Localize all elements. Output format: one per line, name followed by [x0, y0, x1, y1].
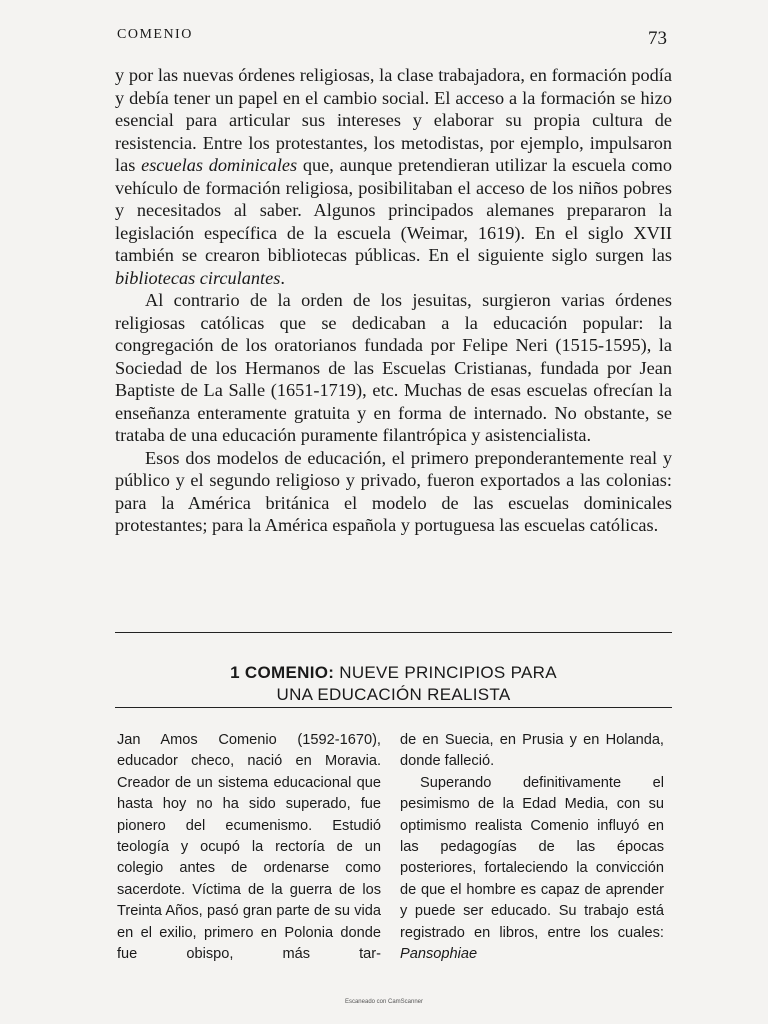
- paragraph-3: Esos dos modelos de educación, el primero preponderantemente real y público y el segundo religioso y privado, fueron exportados a las colonias: para la América británica el modelo de las escuelas dominicales protestantes; para la América española y portuguesa las escuelas católicas.: [115, 447, 672, 535]
- emphasis-bibliotecas-circulantes: bibliotecas circulantes: [115, 267, 281, 288]
- column-left: [117, 730, 381, 965]
- paragraph-2: Al contrario de la orden de los jesuitas, surgieron varias órdenes religiosas católicas que se dedicaban a la educación popular: la congregación de los oratorianos fundada por Felipe Neri (1515-1595), la Sociedad de los Hermanos de las Escuelas Cristianas, fundada por Jean Baptiste de La Salle (1651-1719), etc. Muchas de esas escuelas ofrecían la enseñanza enteramente gratuita y en forma de internado. No obstante, se trataba de una educación puramente filantrópica y asistencialista.: [115, 290, 672, 445]
- paragraph-1-text-end: .: [280, 267, 285, 288]
- section-title-line-2: UNA EDUCACIÓN REALISTA: [276, 685, 511, 705]
- section-rule-bottom: [115, 707, 672, 708]
- column-right-paragraph-1: de en Suecia, en Prusia y en Holanda, donde falleció.: [400, 732, 664, 770]
- section-title: [115, 662, 672, 706]
- page-number: 73: [648, 28, 667, 49]
- section-title-line-1: [115, 662, 672, 684]
- main-text: [115, 64, 672, 537]
- section-title-strong: 1 COMENIO:: [230, 663, 335, 683]
- column-right-paragraph-2-text: Superando definitivamente el pesimismo de la Edad Media, con su optimismo realista Comenio influyó en las pedagogías de las épocas posteriores, fortaleciendo la convicción de que el hombre es capaz de aprender y puede ser educado. Su trabajo está registrado en libros, entre los cuales:: [400, 774, 664, 941]
- paragraph-1: [115, 64, 672, 289]
- running-head: COMENIO: [117, 27, 193, 42]
- column-right: [400, 730, 664, 965]
- emphasis-escuelas-dominicales: escuelas dominicales: [141, 155, 298, 175]
- scan-watermark: Escaneado con CamScanner: [344, 999, 424, 1005]
- section-rule-top: [115, 632, 672, 633]
- column-left-paragraph: Jan Amos Comenio (1592-1670), educador checo, nació en Moravia. Creador de un sistema educacional que hasta hoy no ha sido superado, fue pionero del ecumenismo. Estudió teología y ocupó la rectoría de un colegio antes de ordenarse como sacerdote. Víctima de la guerra de los Treinta Años, pasó gran parte de su vida en el exilio, primero en Polonia donde fue obispo, más tar-: [117, 732, 381, 963]
- paragraph-1-text-start: y por las nuevas órdenes religiosas, la clase trabajadora, en formación podía y debía tener un papel en el cambio social. El acceso a la formación se hizo esencial para articular sus intereses y elaborar su propia cultura de resistencia. Entre los protestantes, los metodistas, por ejemplo, impulsaron las: [115, 65, 672, 175]
- column-right-paragraph-2: [400, 773, 664, 966]
- paragraph-1-text-middle: que, aunque pretendieran utilizar la escuela como vehículo de formación religiosa, posibilitaban el acceso de los niños pobres y necesitados al saber. Algunos principados alemanes prepararon la legislación específica de la escuela (Weimar, 1619). En el siglo XVII también se crearon bibliotecas públicas. En el siguiente siglo surgen las: [115, 155, 672, 265]
- section-title-rest: NUEVE PRINCIPIOS PARA: [334, 663, 557, 683]
- emphasis-pansophiae: Pansophiae: [400, 946, 478, 963]
